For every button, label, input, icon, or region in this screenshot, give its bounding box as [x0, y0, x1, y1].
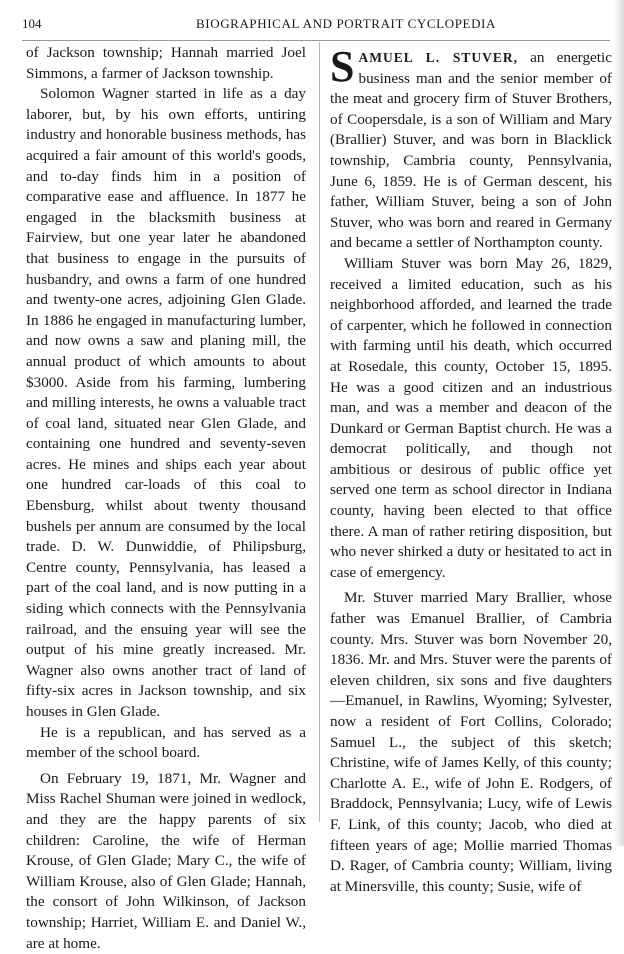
column-divider: [319, 42, 320, 822]
biography-opening: [330, 42, 612, 254]
drop-cap: S: [330, 42, 355, 91]
paragraph: Mr. Stuver married Mary Brallier, whose father was Emanuel Brallier, of Cambria county. Mrs. Stuver was born November 20, 1836. Mr. and Mrs. Stuver were the parents of eleven children, six sons and five daughters —Emanuel, in Rawlins, Wyoming; Sylvester, now a resident of Fort Collins, Colorado; Samuel L., the subject of this sketch; Christine, wife of James Kelly, of this county; Charlotte A. E., wife of John E. Rodgers, of Braddock, Pennsylvania; Lucy, wife of Lewis F. Link, of this county; Jacob, who died at fifteen years of age; Mollie married Thomas D. Rager, of Cambria county; William, living at Minersville, this county; Susie, wife of: [330, 589, 612, 895]
paragraph: William Stuver was born May 26, 1829, received a limited education, such as his neighborhood afforded, and learned the trade of carpenter, which he followed in connection with farming until his death, which occurred at Rosedale, this county, October 15, 1895. He was a good citizen and an industrious man, and was a member and deacon of the Dunkard or German Baptist church. He was a democrat politically, and though not ambitious or desirous of public office yet served one term as school director in Indiana county, having been elected to that office there. A man of rather retiring disposition, but who never shirked a duty or hesitated to act in case of emergency.: [330, 254, 612, 581]
header-divider: [22, 40, 610, 41]
paragraph: of Jackson township; Hannah married Joel Simmons, a farmer of Jackson township.: [26, 44, 306, 82]
right-column: [330, 43, 612, 897]
page-number: 104: [22, 16, 42, 31]
paragraph: On February 19, 1871, Mr. Wagner and Miss Rachel Shuman were joined in wedlock, and they are the happy parents of six children: Caroline, the wife of Herman Krouse, of Glen Glade; Mary C., the wife of William Krouse, also of Glen Glade; Hannah, the consort of John Wilkinson, of Jackson township; Harriet, William E. and Daniel W., are at home.: [26, 769, 306, 952]
page-edge-shadow: [614, 0, 624, 846]
subject-name: AMUEL L. STUVER,: [358, 50, 518, 65]
running-title: BIOGRAPHICAL AND PORTRAIT CYCLOPEDIA: [196, 16, 496, 31]
paragraph: Solomon Wagner started in life as a day laborer, but, by his own efforts, untiring industry and honorable business methods, has acquired a fair amount of this world's goods, and to-day finds him in a position of comparative ease and affluence. In 1877 he engaged in the blacksmith business at Fairview, but one year later he abandoned that business to engage in the pursuits of husbandry, and owns a farm of one hundred and twenty-one acres, adjoining Glen Glade. In 1886 he engaged in manufacturing lumber, and now owns a saw and planing mill, the annual product of which amounts to about $3000. Aside from his farming, lumbering and milling interests, he owns a valuable tract of coal land, situated near Glen Glade, and containing one hundred and seventy-seven acres. He mines and ships each year about one hundred car-loads of this coal to Ebensburg, whilst about twenty thousand bushels per annum are consumed by the local trade. D. W. Dunwiddie, of Philipsburg, Centre county, Pennsylvania, has leased a part of the coal land, and is now putting in a siding which connects with the Pennsylvania railroad, and the ensuing year will see the output of his mine greatly increased. Mr. Wagner also owns another tract of land of fifty-six acres in Jackson township, and six houses in Glen Glade.: [26, 85, 306, 720]
paragraph-text: an energetic business man and the senior member of the meat and grocery firm of Stuver Brothers, of Coopersdale, is a son of William and Mary (Brallier) Stuver, and was born in Blacklick township, Cambria county, Pennsylvania, June 6, 1859. He is of German descent, his father, William Stuver, being a son of John Stuver, who was born and reared in Germany and became a settler of Northampton county.: [330, 49, 612, 252]
paragraph: He is a republican, and has served as a member of the school board.: [26, 723, 306, 762]
left-column: [26, 43, 306, 954]
page-header: [22, 14, 610, 36]
